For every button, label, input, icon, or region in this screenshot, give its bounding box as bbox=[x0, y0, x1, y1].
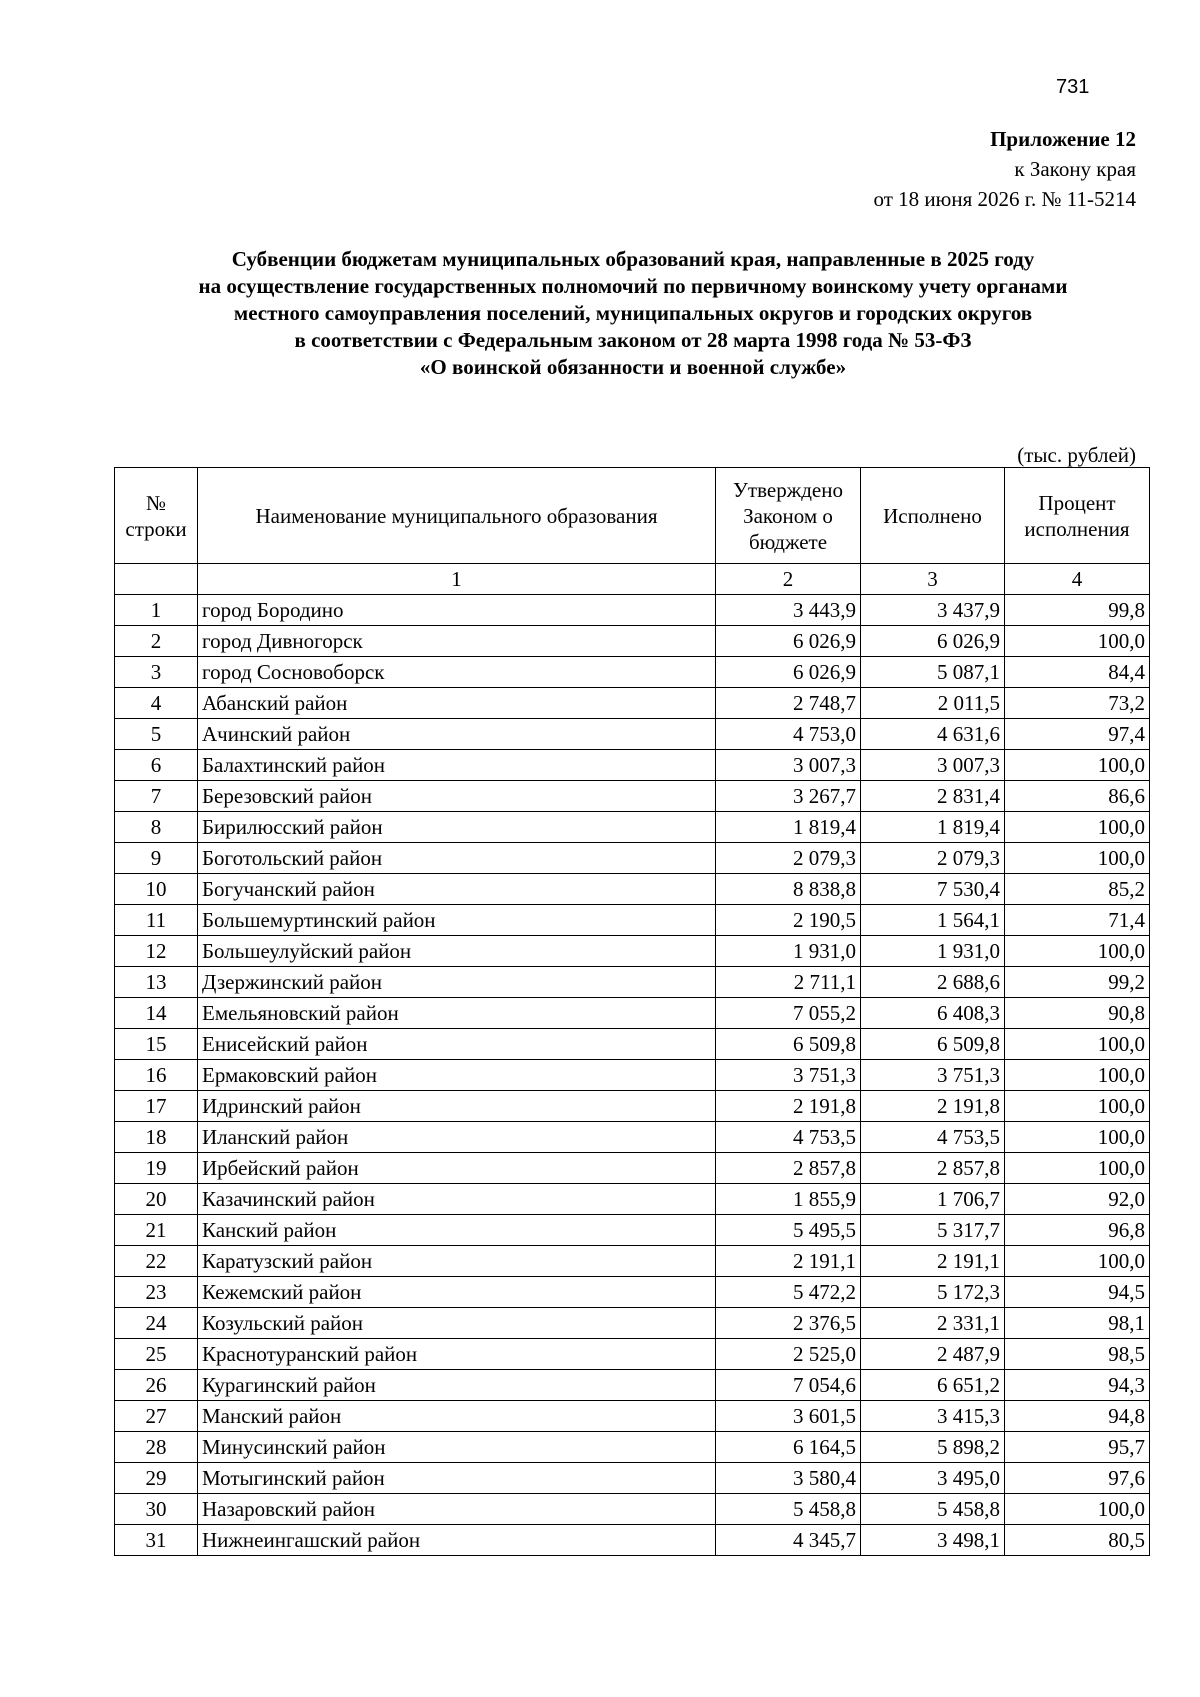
execution-percent-cell: 98,1 bbox=[1005, 1308, 1150, 1339]
execution-percent-cell: 94,8 bbox=[1005, 1401, 1150, 1432]
municipality-name-cell: Назаровский район bbox=[198, 1494, 716, 1525]
header-text: Исполнено bbox=[883, 503, 982, 528]
table-row bbox=[115, 626, 1150, 657]
approved-amount-cell: 7 055,2 bbox=[716, 998, 861, 1029]
municipality-name-cell: Канский район bbox=[198, 1215, 716, 1246]
executed-amount-cell: 2 079,3 bbox=[861, 843, 1005, 874]
execution-percent-cell: 97,4 bbox=[1005, 719, 1150, 750]
execution-percent-cell: 100,0 bbox=[1005, 1153, 1150, 1184]
row-number-cell: 28 bbox=[115, 1432, 198, 1463]
table-row bbox=[115, 750, 1150, 781]
column-number bbox=[115, 564, 198, 595]
execution-percent-cell: 84,4 bbox=[1005, 657, 1150, 688]
approved-amount-cell: 6 509,8 bbox=[716, 1029, 861, 1060]
header-text: Утверждено bbox=[733, 477, 843, 502]
row-number-cell: 11 bbox=[115, 905, 198, 936]
municipality-name-cell: город Сосновоборск bbox=[198, 657, 716, 688]
executed-amount-cell: 3 437,9 bbox=[861, 595, 1005, 626]
row-number-cell: 31 bbox=[115, 1525, 198, 1556]
document-title-line: «О воинской обязанности и военной службе» bbox=[419, 355, 847, 379]
row-number-cell: 3 bbox=[115, 657, 198, 688]
row-number-cell: 4 bbox=[115, 688, 198, 719]
table-row bbox=[115, 843, 1150, 874]
table-header-row bbox=[115, 468, 1150, 564]
execution-percent-cell: 100,0 bbox=[1005, 812, 1150, 843]
approved-amount-cell: 3 007,3 bbox=[716, 750, 861, 781]
table-row bbox=[115, 1122, 1150, 1153]
municipality-name-cell: Березовский район bbox=[198, 781, 716, 812]
row-number-cell: 30 bbox=[115, 1494, 198, 1525]
row-number-cell: 5 bbox=[115, 719, 198, 750]
execution-percent-cell: 96,8 bbox=[1005, 1215, 1150, 1246]
row-number-cell: 12 bbox=[115, 936, 198, 967]
execution-percent-cell: 94,3 bbox=[1005, 1370, 1150, 1401]
municipality-name-cell: Мотыгинский район bbox=[198, 1463, 716, 1494]
municipality-name-cell: город Дивногорск bbox=[198, 626, 716, 657]
table-row bbox=[115, 874, 1150, 905]
table-row bbox=[115, 1246, 1150, 1277]
executed-amount-cell: 2 688,6 bbox=[861, 967, 1005, 998]
municipality-name-cell: Емельяновский район bbox=[198, 998, 716, 1029]
page-number: 731 bbox=[1056, 76, 1090, 98]
municipality-name-cell: Балахтинский район bbox=[198, 750, 716, 781]
table-row bbox=[115, 1184, 1150, 1215]
municipality-name-cell: Краснотуранский район bbox=[198, 1339, 716, 1370]
approved-amount-cell: 4 345,7 bbox=[716, 1525, 861, 1556]
table-row bbox=[115, 1029, 1150, 1060]
document-title bbox=[80, 246, 1186, 381]
row-number-cell: 24 bbox=[115, 1308, 198, 1339]
executed-amount-cell: 1 931,0 bbox=[861, 936, 1005, 967]
approved-amount-cell: 3 580,4 bbox=[716, 1463, 861, 1494]
table-row bbox=[115, 1463, 1150, 1494]
municipality-name-cell: Боготольский район bbox=[198, 843, 716, 874]
municipality-name-cell: Минусинский район bbox=[198, 1432, 716, 1463]
executed-amount-cell: 3 498,1 bbox=[861, 1525, 1005, 1556]
executed-amount-cell: 2 857,8 bbox=[861, 1153, 1005, 1184]
executed-amount-cell: 5 087,1 bbox=[861, 657, 1005, 688]
table-row bbox=[115, 1308, 1150, 1339]
municipality-name-cell: Ирбейский район bbox=[198, 1153, 716, 1184]
approved-amount-cell: 2 190,5 bbox=[716, 905, 861, 936]
municipality-name-cell: Дзержинский район bbox=[198, 967, 716, 998]
municipality-name-cell: Кежемский район bbox=[198, 1277, 716, 1308]
execution-percent-cell: 100,0 bbox=[1005, 1091, 1150, 1122]
header-text: исполнения bbox=[1024, 516, 1130, 541]
row-number-cell: 14 bbox=[115, 998, 198, 1029]
municipality-name-cell: Иланский район bbox=[198, 1122, 716, 1153]
header-percent bbox=[1005, 468, 1150, 564]
header-approved bbox=[716, 468, 861, 564]
header-executed bbox=[861, 468, 1005, 564]
executed-amount-cell: 3 415,3 bbox=[861, 1401, 1005, 1432]
table-row bbox=[115, 967, 1150, 998]
table-row bbox=[115, 1339, 1150, 1370]
row-number-cell: 1 bbox=[115, 595, 198, 626]
header-text: бюджете bbox=[748, 529, 828, 554]
column-number: 3 bbox=[861, 564, 1005, 595]
row-number-cell: 18 bbox=[115, 1122, 198, 1153]
execution-percent-cell: 97,6 bbox=[1005, 1463, 1150, 1494]
municipality-name-cell: Манский район bbox=[198, 1401, 716, 1432]
approved-amount-cell: 2 748,7 bbox=[716, 688, 861, 719]
execution-percent-cell: 100,0 bbox=[1005, 843, 1150, 874]
execution-percent-cell: 100,0 bbox=[1005, 1060, 1150, 1091]
row-number-cell: 19 bbox=[115, 1153, 198, 1184]
table-row bbox=[115, 1401, 1150, 1432]
row-number-cell: 21 bbox=[115, 1215, 198, 1246]
table-row bbox=[115, 1370, 1150, 1401]
approved-amount-cell: 4 753,5 bbox=[716, 1122, 861, 1153]
municipality-name-cell: Енисейский район bbox=[198, 1029, 716, 1060]
executed-amount-cell: 5 898,2 bbox=[861, 1432, 1005, 1463]
municipality-name-cell: Ачинский район bbox=[198, 719, 716, 750]
execution-percent-cell: 90,8 bbox=[1005, 998, 1150, 1029]
document-title-line: Субвенции бюджетам муниципальных образований края, направленные в 2025 году bbox=[231, 247, 1035, 271]
header-text: № bbox=[145, 490, 167, 515]
table-row bbox=[115, 657, 1150, 688]
row-number-cell: 8 bbox=[115, 812, 198, 843]
executed-amount-cell: 7 530,4 bbox=[861, 874, 1005, 905]
executed-amount-cell: 5 317,7 bbox=[861, 1215, 1005, 1246]
table-row bbox=[115, 1153, 1150, 1184]
row-number-cell: 7 bbox=[115, 781, 198, 812]
execution-percent-cell: 98,5 bbox=[1005, 1339, 1150, 1370]
executed-amount-cell: 2 191,1 bbox=[861, 1246, 1005, 1277]
approved-amount-cell: 2 191,1 bbox=[716, 1246, 861, 1277]
appendix-block bbox=[874, 124, 1136, 214]
header-municipality-name bbox=[198, 468, 716, 564]
executed-amount-cell: 6 651,2 bbox=[861, 1370, 1005, 1401]
appendix-law-date: от 18 июня 2026 г. № 11-5214 bbox=[873, 187, 1136, 211]
table-row bbox=[115, 688, 1150, 719]
document-title-line: в соответствии с Федеральным законом от 28 марта 1998 года № 53-ФЗ bbox=[294, 328, 972, 352]
municipality-name-cell: Абанский район bbox=[198, 688, 716, 719]
approved-amount-cell: 6 164,5 bbox=[716, 1432, 861, 1463]
approved-amount-cell: 7 054,6 bbox=[716, 1370, 861, 1401]
column-number: 1 bbox=[198, 564, 716, 595]
executed-amount-cell: 1 819,4 bbox=[861, 812, 1005, 843]
execution-percent-cell: 100,0 bbox=[1005, 626, 1150, 657]
approved-amount-cell: 6 026,9 bbox=[716, 626, 861, 657]
table-row bbox=[115, 595, 1150, 626]
executed-amount-cell: 3 007,3 bbox=[861, 750, 1005, 781]
table-row bbox=[115, 1060, 1150, 1091]
execution-percent-cell: 100,0 bbox=[1005, 750, 1150, 781]
row-number-cell: 25 bbox=[115, 1339, 198, 1370]
table-row bbox=[115, 1525, 1150, 1556]
municipality-name-cell: Каратузский район bbox=[198, 1246, 716, 1277]
appendix-law-reference: к Закону края bbox=[1014, 157, 1136, 181]
execution-percent-cell: 86,6 bbox=[1005, 781, 1150, 812]
municipality-name-cell: Нижнеингашский район bbox=[198, 1525, 716, 1556]
row-number-cell: 26 bbox=[115, 1370, 198, 1401]
row-number-cell: 29 bbox=[115, 1463, 198, 1494]
approved-amount-cell: 2 711,1 bbox=[716, 967, 861, 998]
approved-amount-cell: 2 191,8 bbox=[716, 1091, 861, 1122]
table-row bbox=[115, 1091, 1150, 1122]
approved-amount-cell: 2 376,5 bbox=[716, 1308, 861, 1339]
execution-percent-cell: 100,0 bbox=[1005, 1494, 1150, 1525]
unit-note: (тыс. рублей) bbox=[1017, 443, 1136, 467]
executed-amount-cell: 5 458,8 bbox=[861, 1494, 1005, 1525]
table-row bbox=[115, 1277, 1150, 1308]
row-number-cell: 17 bbox=[115, 1091, 198, 1122]
execution-percent-cell: 100,0 bbox=[1005, 1029, 1150, 1060]
table-row bbox=[115, 1494, 1150, 1525]
executed-amount-cell: 1 706,7 bbox=[861, 1184, 1005, 1215]
row-number-cell: 16 bbox=[115, 1060, 198, 1091]
execution-percent-cell: 92,0 bbox=[1005, 1184, 1150, 1215]
executed-amount-cell: 3 495,0 bbox=[861, 1463, 1005, 1494]
execution-percent-cell: 95,7 bbox=[1005, 1432, 1150, 1463]
executed-amount-cell: 6 509,8 bbox=[861, 1029, 1005, 1060]
execution-percent-cell: 73,2 bbox=[1005, 688, 1150, 719]
document-title-line: на осуществление государственных полномочий по первичному воинскому учету органами bbox=[198, 274, 1068, 298]
municipality-name-cell: Козульский район bbox=[198, 1308, 716, 1339]
table-row bbox=[115, 719, 1150, 750]
executed-amount-cell: 4 753,5 bbox=[861, 1122, 1005, 1153]
header-text: Процент bbox=[1038, 490, 1116, 515]
municipality-name-cell: Большемуртинский район bbox=[198, 905, 716, 936]
approved-amount-cell: 1 855,9 bbox=[716, 1184, 861, 1215]
row-number-cell: 10 bbox=[115, 874, 198, 905]
table-row bbox=[115, 936, 1150, 967]
executed-amount-cell: 3 751,3 bbox=[861, 1060, 1005, 1091]
row-number-cell: 20 bbox=[115, 1184, 198, 1215]
table-row bbox=[115, 998, 1150, 1029]
document-title-line: местного самоуправления поселений, муниципальных округов и городских округов bbox=[233, 301, 1033, 325]
header-text: Наименование муниципального образования bbox=[255, 503, 658, 528]
execution-percent-cell: 99,8 bbox=[1005, 595, 1150, 626]
municipality-name-cell: Большеулуйский район bbox=[198, 936, 716, 967]
executed-amount-cell: 2 487,9 bbox=[861, 1339, 1005, 1370]
executed-amount-cell: 4 631,6 bbox=[861, 719, 1005, 750]
executed-amount-cell: 6 408,3 bbox=[861, 998, 1005, 1029]
executed-amount-cell: 2 011,5 bbox=[861, 688, 1005, 719]
row-number-cell: 13 bbox=[115, 967, 198, 998]
approved-amount-cell: 3 267,7 bbox=[716, 781, 861, 812]
row-number-cell: 22 bbox=[115, 1246, 198, 1277]
approved-amount-cell: 6 026,9 bbox=[716, 657, 861, 688]
executed-amount-cell: 2 331,1 bbox=[861, 1308, 1005, 1339]
column-number: 2 bbox=[716, 564, 861, 595]
execution-percent-cell: 80,5 bbox=[1005, 1525, 1150, 1556]
approved-amount-cell: 4 753,0 bbox=[716, 719, 861, 750]
execution-percent-cell: 99,2 bbox=[1005, 967, 1150, 998]
approved-amount-cell: 3 751,3 bbox=[716, 1060, 861, 1091]
approved-amount-cell: 5 458,8 bbox=[716, 1494, 861, 1525]
municipality-name-cell: Курагинский район bbox=[198, 1370, 716, 1401]
table-row bbox=[115, 781, 1150, 812]
approved-amount-cell: 3 601,5 bbox=[716, 1401, 861, 1432]
executed-amount-cell: 2 831,4 bbox=[861, 781, 1005, 812]
approved-amount-cell: 2 079,3 bbox=[716, 843, 861, 874]
executed-amount-cell: 5 172,3 bbox=[861, 1277, 1005, 1308]
approved-amount-cell: 8 838,8 bbox=[716, 874, 861, 905]
table-row bbox=[115, 812, 1150, 843]
approved-amount-cell: 1 819,4 bbox=[716, 812, 861, 843]
municipality-name-cell: Идринский район bbox=[198, 1091, 716, 1122]
row-number-cell: 15 bbox=[115, 1029, 198, 1060]
execution-percent-cell: 85,2 bbox=[1005, 874, 1150, 905]
row-number-cell: 6 bbox=[115, 750, 198, 781]
executed-amount-cell: 2 191,8 bbox=[861, 1091, 1005, 1122]
table-row bbox=[115, 1215, 1150, 1246]
execution-percent-cell: 100,0 bbox=[1005, 1246, 1150, 1277]
execution-percent-cell: 100,0 bbox=[1005, 1122, 1150, 1153]
execution-percent-cell: 100,0 bbox=[1005, 936, 1150, 967]
approved-amount-cell: 5 472,2 bbox=[716, 1277, 861, 1308]
approved-amount-cell: 1 931,0 bbox=[716, 936, 861, 967]
column-number: 4 bbox=[1005, 564, 1150, 595]
approved-amount-cell: 2 857,8 bbox=[716, 1153, 861, 1184]
municipality-name-cell: город Бородино bbox=[198, 595, 716, 626]
executed-amount-cell: 6 026,9 bbox=[861, 626, 1005, 657]
table-row bbox=[115, 905, 1150, 936]
executed-amount-cell: 1 564,1 bbox=[861, 905, 1005, 936]
header-text: Законом о bbox=[743, 503, 833, 528]
header-text: строки bbox=[125, 516, 187, 541]
approved-amount-cell: 5 495,5 bbox=[716, 1215, 861, 1246]
municipality-name-cell: Бирилюсский район bbox=[198, 812, 716, 843]
approved-amount-cell: 2 525,0 bbox=[716, 1339, 861, 1370]
municipality-name-cell: Ермаковский район bbox=[198, 1060, 716, 1091]
subventions-table bbox=[114, 467, 1150, 1556]
row-number-cell: 2 bbox=[115, 626, 198, 657]
row-number-cell: 27 bbox=[115, 1401, 198, 1432]
approved-amount-cell: 3 443,9 bbox=[716, 595, 861, 626]
execution-percent-cell: 71,4 bbox=[1005, 905, 1150, 936]
row-number-cell: 23 bbox=[115, 1277, 198, 1308]
header-row-number bbox=[115, 468, 198, 564]
execution-percent-cell: 94,5 bbox=[1005, 1277, 1150, 1308]
column-number-row bbox=[115, 564, 1150, 595]
appendix-title: Приложение 12 bbox=[990, 127, 1136, 151]
municipality-name-cell: Казачинский район bbox=[198, 1184, 716, 1215]
row-number-cell: 9 bbox=[115, 843, 198, 874]
municipality-name-cell: Богучанский район bbox=[198, 874, 716, 905]
table-row bbox=[115, 1432, 1150, 1463]
